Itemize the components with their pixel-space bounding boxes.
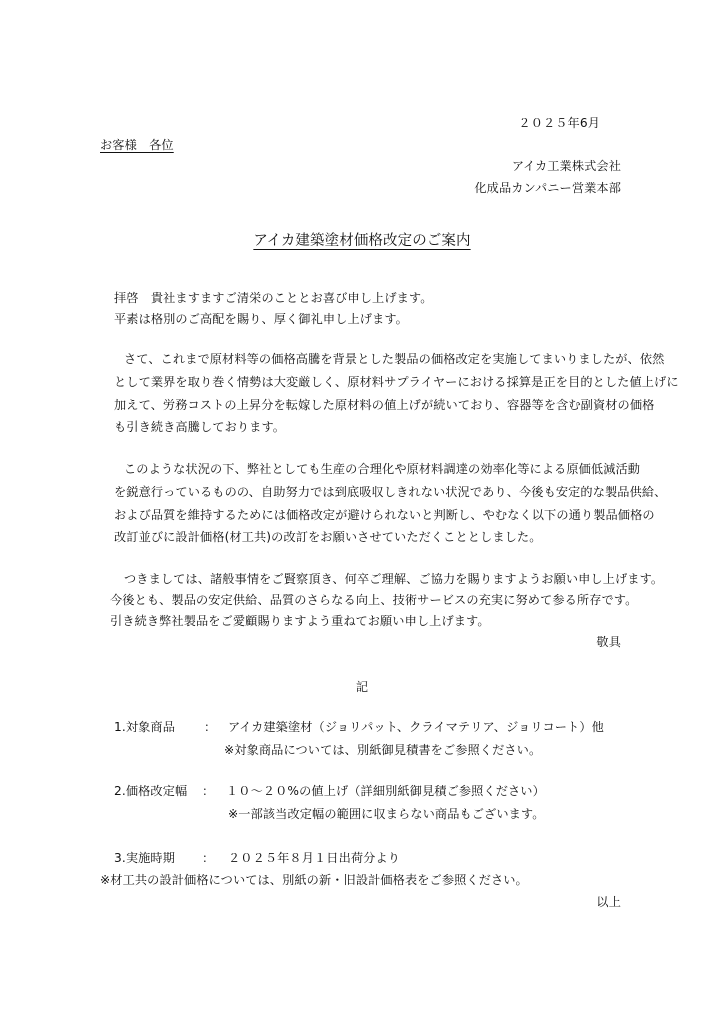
item-1-value: アイカ建築塗材（ジョリパット、クライマテリア、ジョリコート）他 [228, 720, 604, 734]
addressee: お客様 各位 [100, 138, 174, 152]
paragraph2-line-2: を鋭意行っているものの、自助努力では到底吸収しきれない状況であり、今後も安定的な製品供給、 [114, 485, 667, 499]
paragraph1-line-3: 加えて、労務コストの上昇分を転嫁した原材料の値上げが続いており、容器等を含む副資材の価格 [114, 398, 655, 412]
sender-company: アイカ工業株式会社 [511, 159, 621, 173]
paragraph2-line-1: このような状況の下、弊社としても生産の合理化や原材料調達の効率化等による原価低減活動 [124, 462, 641, 476]
paragraph3-line-1: つきましては、諸般事情をご賢察頂き、何卒ご理解、ご協力を賜りますようお願い申し上げます。 [124, 572, 664, 586]
greeting-line-2: 平素は格別のご高配を賜り、厚く御礼申し上げます。 [114, 312, 408, 326]
paragraph1-line-2: として業界を取り巻く情勢は大変厳しく、原材料サプライヤーにおける採算是正を目的とした値上げに [114, 375, 679, 389]
end-ijou: 以上 [596, 895, 621, 909]
item-2-note: ※一部該当改定幅の範囲に収まらない商品もございます。 [228, 807, 545, 821]
paragraph1-line-1: さて、これまで原材料等の価格高騰を背景とした製品の価格改定を実施してまいりましたが、依然 [124, 352, 665, 366]
footnote: ※材工共の設計価格については、別紙の新・旧設計価格表をご参照ください。 [100, 873, 528, 887]
item-1-label: 1.対象商品 [114, 720, 175, 734]
document-title: アイカ建築塗材価格改定のご案内 [253, 233, 471, 249]
item-2-label: 2.価格改定幅 [114, 784, 188, 798]
paragraph3-line-3: 引き続き弊社製品をご愛顧賜りますよう重ねてお願い申し上げます。 [110, 614, 490, 628]
greeting-line-1: 拝啓 貴社ますますご清栄のこととお喜び申し上げます。 [114, 291, 433, 305]
item-1-colon: ： [204, 720, 217, 734]
item-2-value: １０～２０%の値上げ（詳細別紙御見積ご参照ください） [226, 784, 545, 798]
item-3-colon: ： [202, 851, 215, 865]
document-date: ２０２５年6月 [518, 116, 600, 130]
paragraph1-line-4: も引き続き高騰しております。 [114, 420, 286, 434]
sender-division: 化成品カンパニー営業本部 [474, 181, 621, 195]
ki-marker: 記 [355, 680, 369, 694]
item-2-colon: ： [202, 784, 215, 798]
paragraph2-line-3: および品質を維持するためには価格改定が避けられないと判断し、やむなく以下の通り製品価格の [114, 508, 655, 522]
paragraph2-line-4: 改訂並びに設計価格(材工共)の改訂をお願いさせていただくこととしました。 [114, 530, 542, 544]
item-1-note: ※対象商品については、別紙御見積書をご参照ください。 [224, 743, 542, 757]
paragraph3-line-2: 今後とも、製品の安定供給、品質のさらなる向上、技術サービスの充実に努めて参る所存です。 [110, 593, 638, 607]
item-3-label: 3.実施時期 [114, 851, 175, 865]
closing-keigu: 敬具 [596, 635, 621, 649]
item-3-value: ２０２５年８月１日出荷分より [228, 851, 401, 865]
